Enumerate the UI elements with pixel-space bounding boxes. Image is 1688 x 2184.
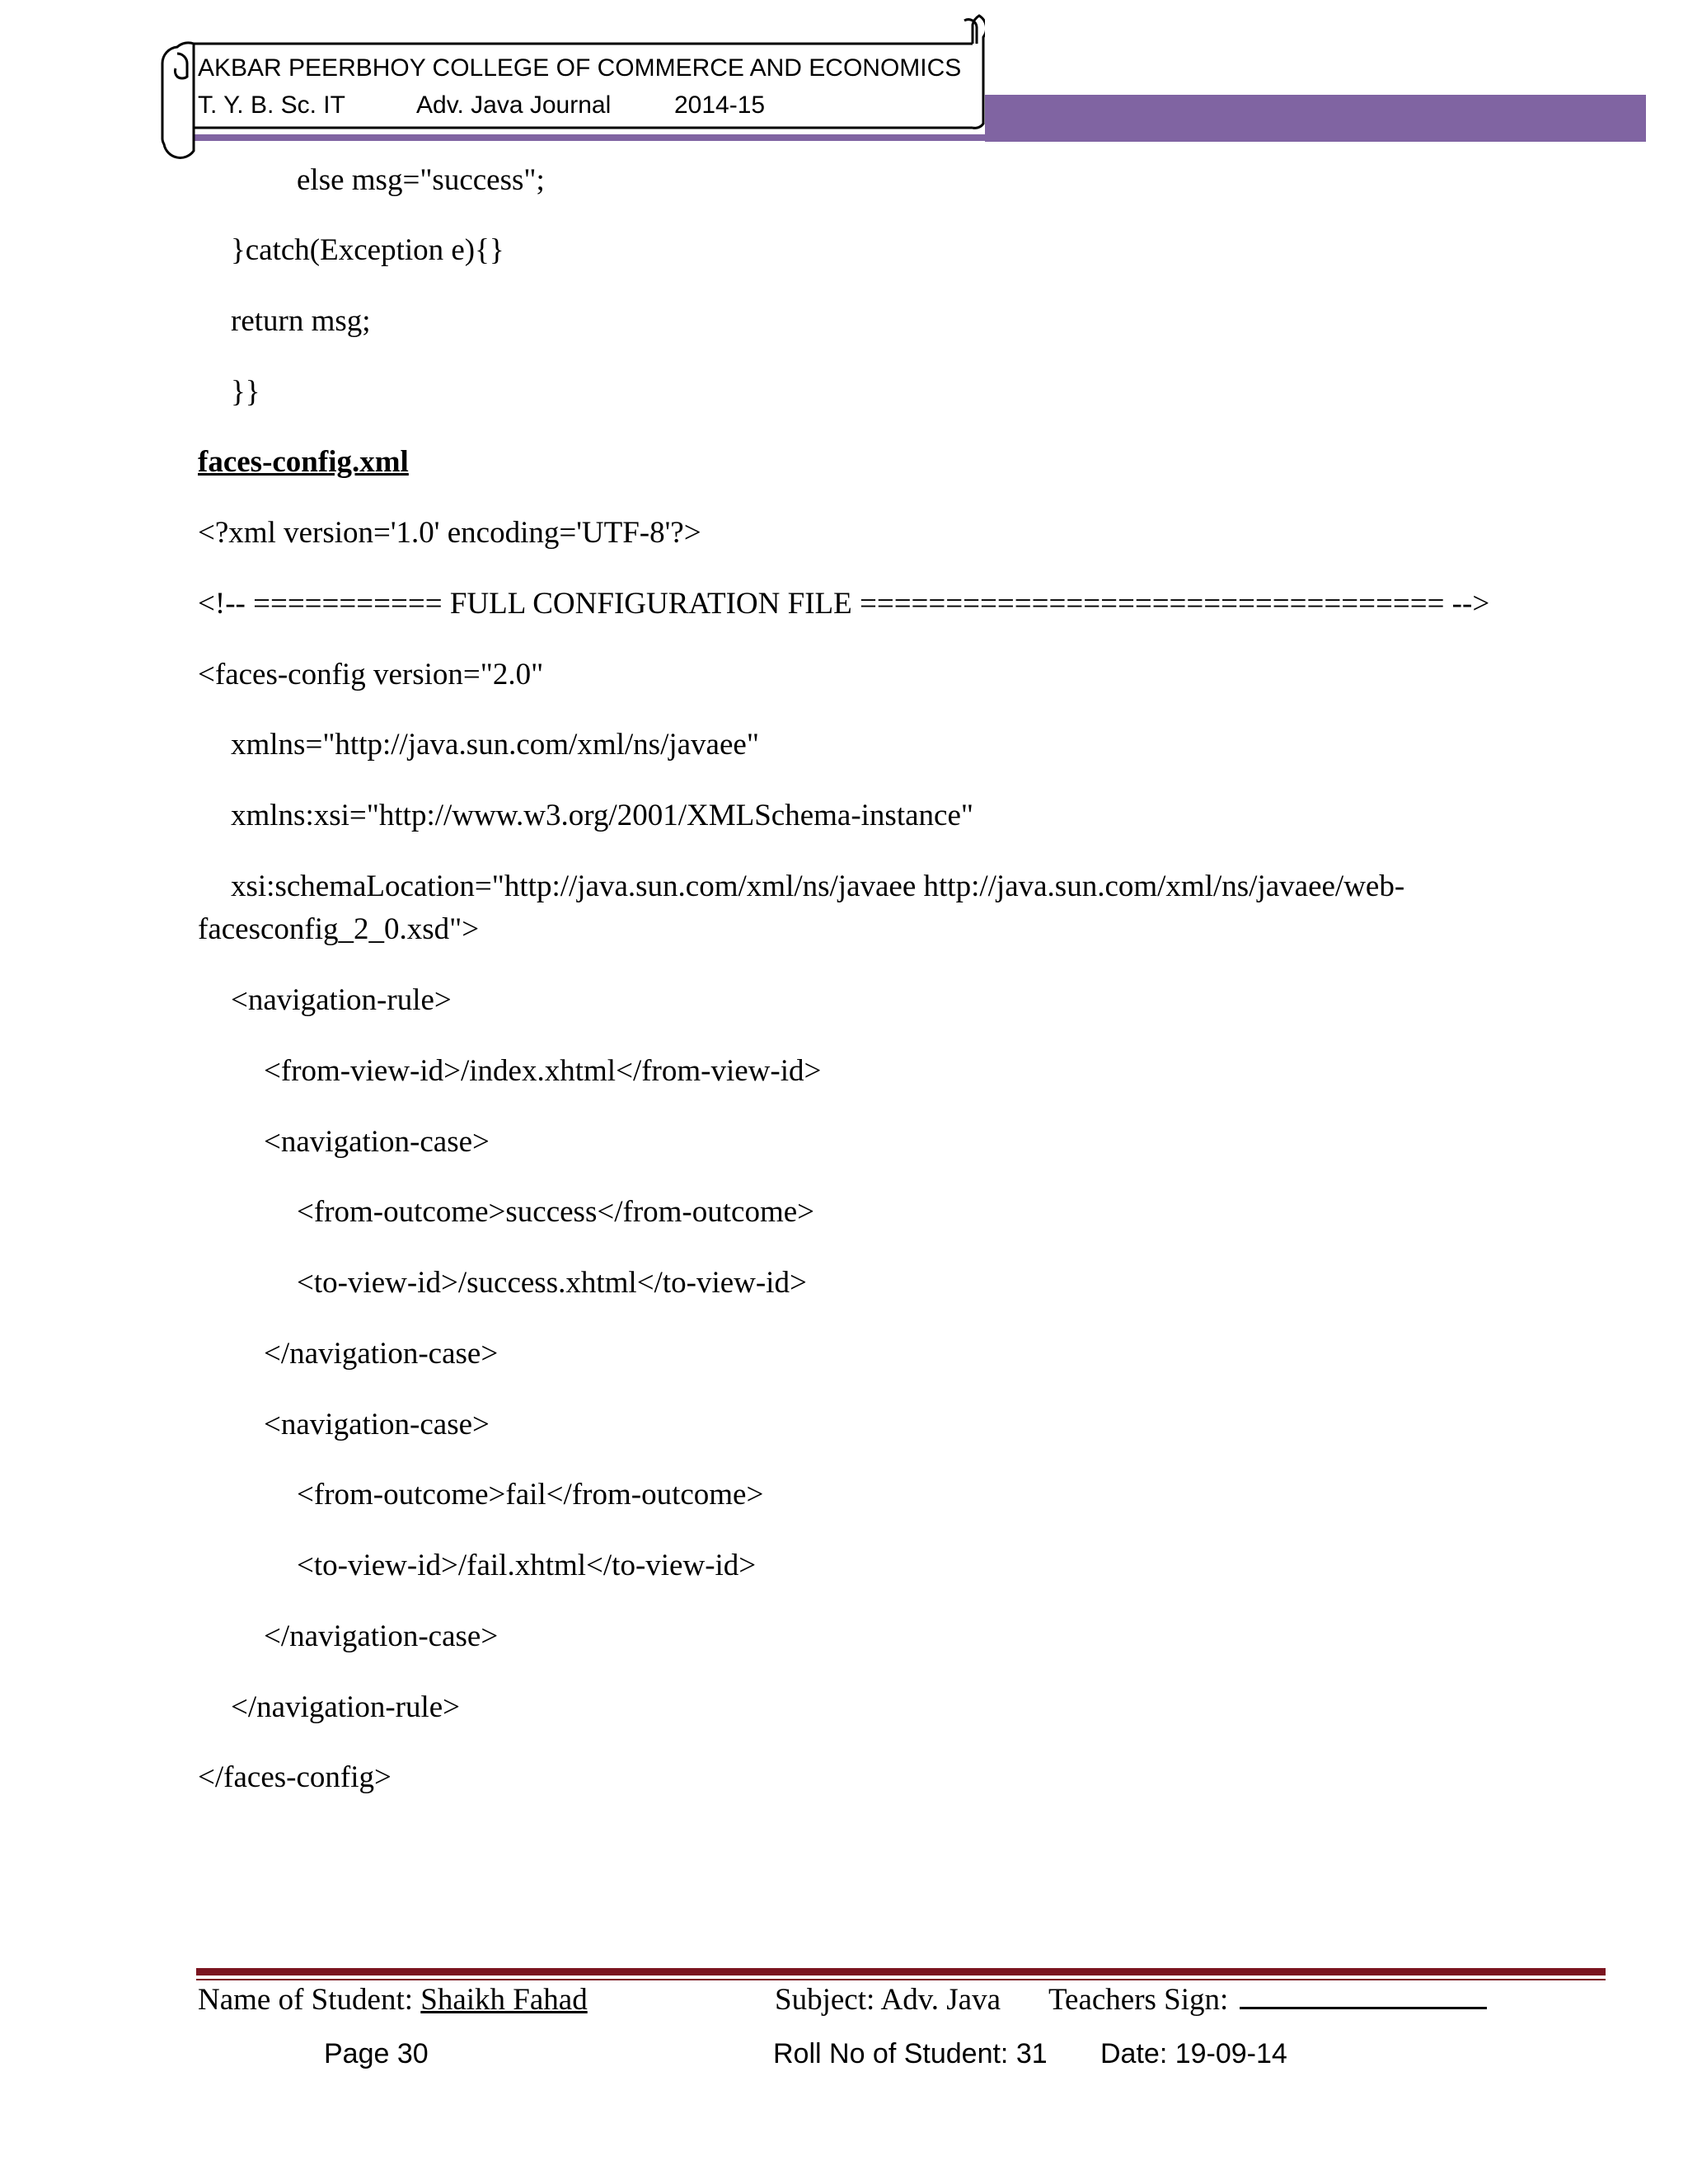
- teacher-sign-label: Teachers Sign:: [1048, 1983, 1229, 2017]
- code-line: }catch(Exception e){}: [231, 233, 504, 267]
- xml-line: xsi:schemaLocation="http://java.sun.com/xml/ns/javaee http://java.sun.com/xml/ns/javaee/web-: [231, 869, 1405, 903]
- header-accent-band: [985, 95, 1646, 142]
- xml-line: xmlns="http://java.sun.com/xml/ns/javaee": [231, 728, 759, 762]
- xml-line: </navigation-case>: [264, 1619, 499, 1653]
- xml-line: <!-- =========== FULL CONFIGURATION FILE ================================== -->: [198, 587, 1490, 621]
- footer-rule: [196, 1968, 1606, 1975]
- roll-number: Roll No of Student: 31: [773, 2038, 1048, 2069]
- page-number: Page 30: [324, 2038, 429, 2069]
- code-line: }}: [231, 375, 260, 409]
- header-text: [198, 49, 961, 124]
- header-subject: Adv. Java Journal: [416, 91, 612, 119]
- section-title: faces-config.xml: [198, 445, 409, 479]
- footer-rule-thin: [196, 1979, 1606, 1980]
- xml-line: <from-outcome>fail</from-outcome>: [297, 1478, 764, 1511]
- header-class: T. Y. B. Sc. IT: [198, 91, 345, 119]
- xml-line: <faces-config version="2.0": [198, 658, 544, 691]
- xml-line: </navigation-case>: [264, 1337, 499, 1371]
- header-college: AKBAR PEERBHOY COLLEGE OF COMMERCE AND ECONOMICS: [198, 54, 962, 82]
- xml-line: </faces-config>: [198, 1760, 392, 1794]
- student-name: [198, 1982, 588, 2018]
- date: Date: 19-09-14: [1100, 2038, 1287, 2069]
- student-name-label: Name of Student:: [198, 1983, 414, 2017]
- xml-line: <to-view-id>/fail.xhtml</to-view-id>: [297, 1549, 757, 1582]
- header-year: 2014-15: [674, 91, 766, 119]
- code-line: return msg;: [231, 304, 371, 338]
- xml-line: <navigation-case>: [264, 1125, 490, 1159]
- xml-line: xmlns:xsi="http://www.w3.org/2001/XMLSchema-instance": [231, 799, 973, 832]
- teacher-sign: [1048, 1982, 1487, 2018]
- code-line: else msg="success";: [297, 163, 545, 197]
- student-name-value: Shaikh Fahad: [420, 1983, 588, 2017]
- xml-line: <to-view-id>/success.xhtml</to-view-id>: [297, 1266, 807, 1300]
- signature-line: [1240, 1982, 1487, 2009]
- xml-line: <navigation-rule>: [231, 983, 452, 1017]
- subject-label: Subject: Adv. Java: [775, 1983, 1001, 2017]
- xml-line: <navigation-case>: [264, 1408, 490, 1441]
- xml-line: </navigation-rule>: [231, 1690, 461, 1724]
- xml-line: <from-outcome>success</from-outcome>: [297, 1195, 815, 1229]
- xml-line: <?xml version='1.0' encoding='UTF-8'?>: [198, 516, 701, 550]
- xml-line: <from-view-id>/index.xhtml</from-view-id>: [264, 1054, 822, 1088]
- xml-line: facesconfig_2_0.xsd">: [198, 912, 480, 946]
